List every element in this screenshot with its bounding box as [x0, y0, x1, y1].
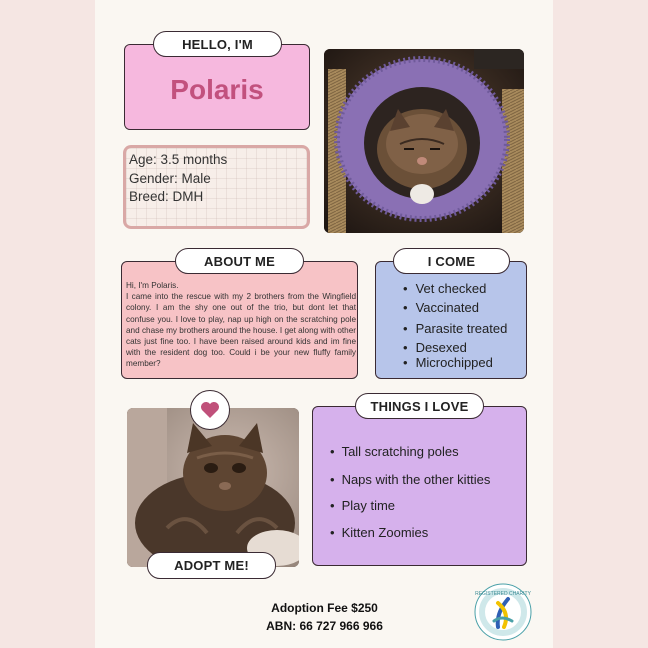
about-title: ABOUT ME — [175, 248, 304, 274]
love-item: • Play time — [330, 498, 395, 513]
pet-name: Polaris — [170, 74, 264, 105]
love-item: • Naps with the other kitties — [330, 472, 490, 487]
i-come-item: • Parasite treated — [403, 321, 507, 336]
kitten-photo-fluffy — [127, 408, 299, 567]
i-come-item: • Vaccinated — [403, 300, 479, 315]
i-come-item: • Desexed — [403, 340, 467, 355]
about-text: Hi, I'm Polaris. I came into the rescue with my 2 brothers from the Wingfield colony. I am the shy one out of the trio, but dont let that confuse you. I love to play, nap up high on the scratching pole and chase my brothers around the house. I get along with other cats just fine too. I have been raised around kids and im fine with the resident dog too. Could i be your new fluffy family member? — [126, 281, 356, 369]
kitten-photo-ring — [324, 49, 524, 233]
gender-text: Gender: Male — [129, 171, 211, 186]
adopt-me-button[interactable]: ADOPT ME! — [147, 552, 276, 579]
adoption-fee: Adoption Fee $250 — [271, 601, 378, 615]
love-item: • Kitten Zoomies — [330, 525, 428, 540]
svg-text:REGISTERED CHARITY: REGISTERED CHARITY — [475, 591, 531, 597]
abn-number: ABN: 66 727 966 966 — [266, 619, 383, 633]
i-come-title: I COME — [393, 248, 510, 274]
age-text: Age: 3.5 months — [129, 152, 228, 167]
heart-badge — [190, 390, 230, 430]
breed-text: Breed: DMH — [129, 189, 204, 204]
hello-label: HELLO, I'M — [153, 31, 282, 57]
i-come-item: • Vet checked — [403, 281, 486, 296]
i-come-item: • Microchipped — [403, 355, 493, 370]
things-i-love-title: THINGS I LOVE — [355, 393, 484, 419]
heart-icon — [200, 401, 220, 419]
love-item: • Tall scratching poles — [330, 444, 459, 459]
registered-charity-logo — [474, 583, 532, 641]
